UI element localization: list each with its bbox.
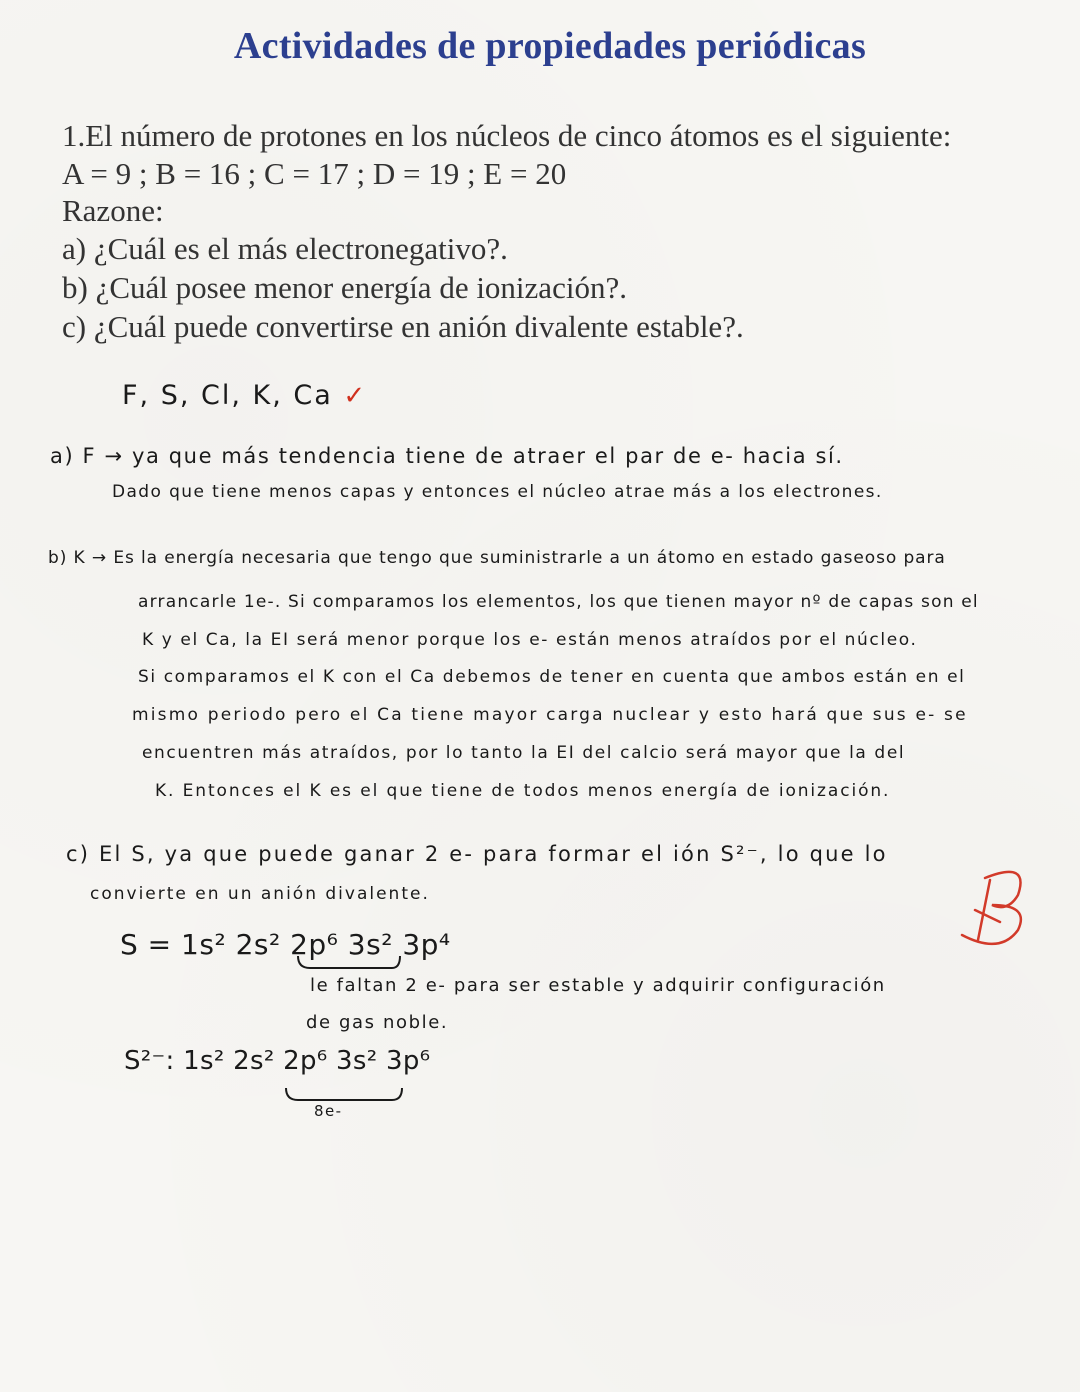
answer-a-line2: Dado que tiene menos capas y entonces el núcleo atrae más a los electrones. [112,482,883,502]
answer-b-line4: Si comparamos el K con el Ca debemos de tener en cuenta que ambos están en el [138,667,966,687]
question-item-c: c) ¿Cuál puede convertirse en anión divalente estable?. [62,309,744,344]
question-intro: 1.El número de protones en los núcleos de cinco átomos es el siguiente: [62,118,952,153]
page-title: Actividades de propiedades periódicas [233,25,867,67]
config-sulfide: S²⁻: 1s² 2s² 2p⁶ 3s² 3p⁶ [124,1046,431,1076]
answer-b-line2: arrancarle 1e-. Si comparamos los elementos, los que tienen mayor nº de capas son el [138,592,979,612]
question-item-a: a) ¿Cuál es el más electronegativo?. [62,231,508,266]
answer-b-line1: b) K → Es la energía necesaria que tengo que suministrarle a un átomo en estado gaseoso para [48,548,946,568]
underbrace-2s2p [286,1088,402,1100]
question-item-b: b) ¿Cuál posee menor energía de ionización?. [62,270,627,305]
element-list-text: F, S, Cl, K, Ca [122,380,333,411]
answer-b-line6: encuentren más atraídos, por lo tanto la EI del calcio será mayor que la del [142,743,906,763]
underbrace-3s3p [298,956,400,968]
answer-b-line3: K y el Ca, la EI será menor porque los e- están menos atraídos por el núcleo. [142,630,918,650]
electron-count-label: 8e- [314,1102,343,1120]
answer-b-line7: K. Entonces el K es el que tiene de todos menos energía de ionización. [155,781,891,801]
grade-mark-icon [962,872,1021,944]
question-instruction: Razone: [62,193,164,228]
config-sulfur: S = 1s² 2s² 2p⁶ 3s² 3p⁴ [120,928,451,961]
config-note-line2: de gas noble. [306,1012,449,1033]
answer-c-line2: convierte en un anión divalente. [90,884,430,904]
answer-c-line1: c) El S, ya que puede ganar 2 e- para formar el ión S²⁻, lo que lo [66,842,888,866]
question-values: A = 9 ; B = 16 ; C = 17 ; D = 19 ; E = 20 [62,156,567,191]
answer-b-line5: mismo periodo pero el Ca tiene mayor carga nuclear y esto hará que sus e- se [132,705,968,725]
check-mark-icon: ✓ [343,381,368,411]
config-note-line1: le faltan 2 e- para ser estable y adquirir configuración [310,975,886,996]
answer-a-line1: a) F → ya que más tendencia tiene de atraer el par de e- hacia sí. [50,444,844,468]
